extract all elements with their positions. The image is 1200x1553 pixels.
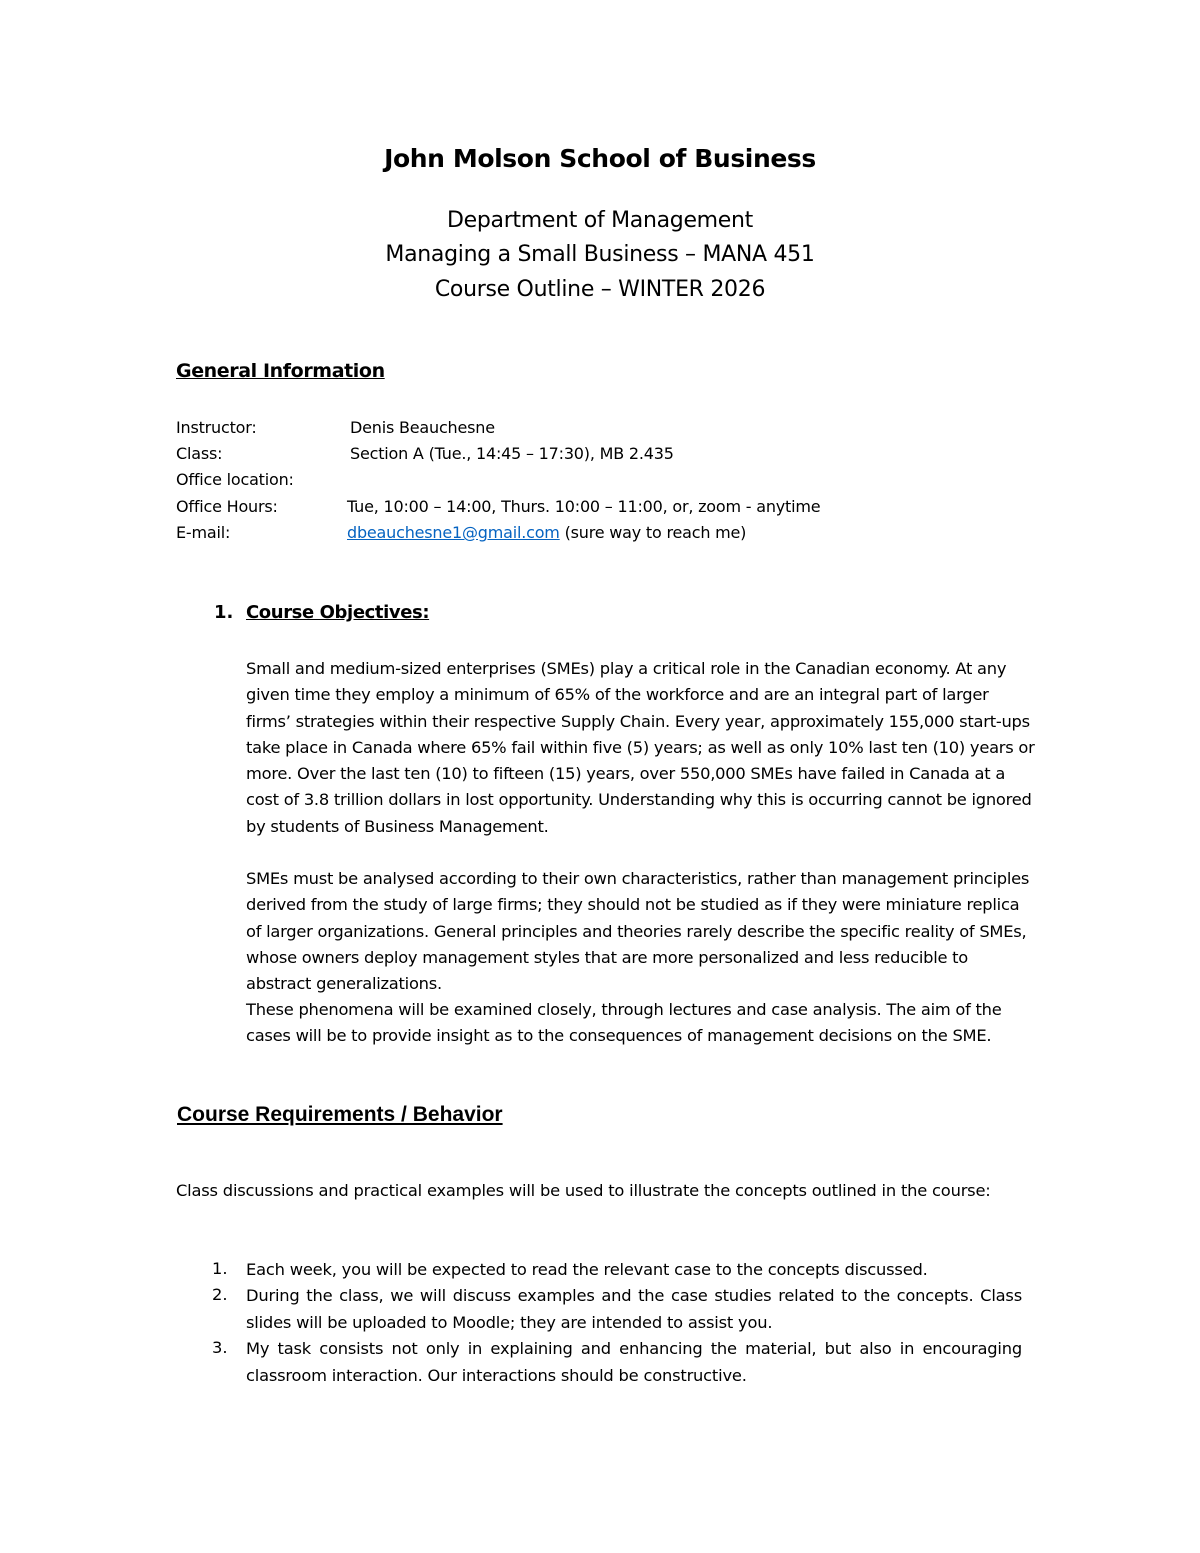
objectives-paragraph-3: These phenomena will be examined closely, through lectures and case analysis. The aim of the cases will be to provide insight as to the consequences of management decisions on the SME. [246,1000,1002,1046]
school-title: John Molson School of Business [384,144,816,173]
outline-term: Course Outline – WINTER 2026 [434,277,766,302]
list-item: During the class, we will discuss examples and the case studies related to the concepts. Class slides will be uploaded to Moodle; they are intended to assist you. [246,1286,1022,1332]
class-value: Section A (Tue., 14:45 – 17:30), MB 2.435 [350,444,674,463]
department-name: Department of Management [446,208,754,233]
course-requirements-heading: Course Requirements / Behavior [177,1103,503,1126]
objectives-paragraph-1: Small and medium-sized enterprises (SMEs) play a critical role in the Canadian economy. At any given time they employ a minimum of 65% of the workforce and are an integral part of larger firms’ strategies within their respective Supply Chain. Every year, approximately 155,000 start-ups take place in Canada where 65% fail within five (5) years; as well as only 10% last ten (10) years or more. Over the last ten (10) to fifteen (15) years, over 550,000 SMEs have failed in Canada at a cost of 3.8 trillion dollars in lost opportunity. Understanding why this is occurring cannot be ignored by students of Business Management. [246,659,1035,836]
email-note: (sure way to reach me) [559,523,747,542]
list-item-number: 1. [212,1259,228,1278]
list-item-number: 3. [212,1338,228,1357]
list-item: Each week, you will be expected to read the relevant case to the concepts discussed. [246,1260,928,1279]
general-information-heading: General Information [176,360,385,382]
objectives-number: 1. [214,602,234,623]
requirements-intro: Class discussions and practical examples will be used to illustrate the concepts outlined in the course: [176,1181,991,1200]
office-location-label: Office location: [176,470,294,489]
email-label: E-mail: [176,523,231,542]
list-item: My task consists not only in explaining and enhancing the material, but also in encouraging classroom interaction. Our interactions should be constructive. [246,1339,1022,1385]
instructor-value: Denis Beauchesne [350,418,495,437]
email-link[interactable]: dbeauchesne1@gmail.com [347,523,560,542]
email-value [347,523,746,542]
class-label: Class: [176,444,223,463]
objectives-paragraph-2: SMEs must be analysed according to their own characteristics, rather than management principles derived from the study of large firms; they should not be studied as if they were miniature replica of larger organizations. General principles and theories rarely describe the specific reality of SMEs, whose owners deploy management styles that are more personalized and less reducible to abstract generalizations. [246,869,1030,994]
office-hours-value: Tue, 10:00 – 14:00, Thurs. 10:00 – 11:00, or, zoom - anytime [347,497,821,516]
office-hours-label: Office Hours: [176,497,278,516]
course-objectives-heading: Course Objectives: [246,602,430,623]
instructor-label: Instructor: [176,418,257,437]
list-item-number: 2. [212,1285,228,1304]
course-name: Managing a Small Business – MANA 451 [385,242,815,267]
